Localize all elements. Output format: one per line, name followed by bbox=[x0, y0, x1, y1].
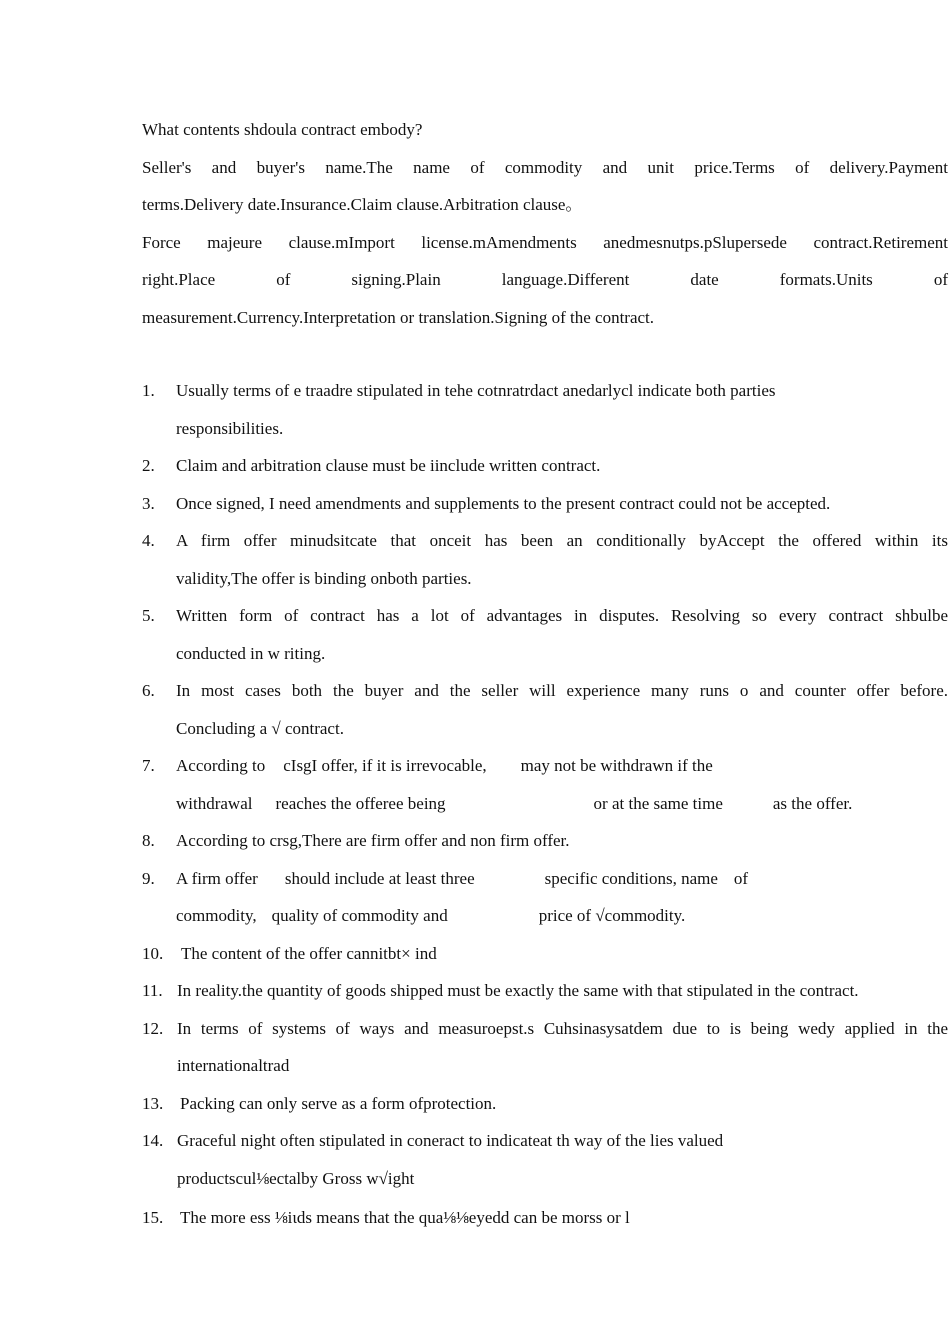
list-text-a: According to bbox=[176, 756, 266, 775]
list-text-c: specific conditions, name bbox=[544, 868, 718, 888]
list-item-1-cont: responsibilities. bbox=[176, 418, 284, 438]
para2-line3: measurement.Currency.Interpretation or translation.Signing of the contract. bbox=[142, 307, 655, 327]
list-text-f: or at the same time bbox=[593, 793, 723, 813]
list-text: Usually terms of e traadre stipulated in tehe cotnratrdact anedarlycl indicate both parties bbox=[176, 381, 776, 400]
list-item-2 bbox=[142, 453, 948, 491]
list-text-a: A firm offer bbox=[176, 868, 258, 888]
list-number: 14. bbox=[142, 1131, 164, 1150]
list-text: Claim and arbitration clause must be iinclude written contract. bbox=[176, 456, 601, 475]
list-item-12 bbox=[142, 1016, 948, 1054]
list-item-12-cont: internationaltrad bbox=[177, 1056, 290, 1075]
list-number: 7. bbox=[142, 756, 155, 775]
list-item-15 bbox=[142, 1205, 948, 1243]
list-number: 3. bbox=[142, 493, 155, 513]
list-item-5-cont: conducted in w riting. bbox=[176, 643, 326, 663]
list-item-1 bbox=[142, 378, 948, 416]
list-item-6-cont: Concluding a √ contract. bbox=[176, 718, 344, 738]
list-text-f: quality of commodity and bbox=[271, 906, 448, 925]
list-item-7 bbox=[142, 753, 948, 791]
list-number: 8. bbox=[142, 831, 155, 850]
list-number: 11. bbox=[142, 981, 163, 1000]
list-item-3 bbox=[142, 491, 948, 529]
list-text: In terms of systems of ways and measuroepst.s Cuhsinasysatdem due to is being wedy applied in the bbox=[177, 1018, 948, 1038]
list-text: According to crsg,There are firm offer and non firm offer. bbox=[176, 831, 570, 850]
list-number: 5. bbox=[142, 606, 155, 625]
list-item-5 bbox=[142, 603, 948, 641]
list-text: Written form of contract has a lot of advantages in disputes. Resolving so every contract shbulbe bbox=[176, 606, 948, 625]
list-item-4-cont: validity,The offer is binding onboth parties. bbox=[176, 568, 472, 588]
list-number: 9. bbox=[142, 868, 155, 888]
para2-line2: right.Place of signing.Plain language.Different date formats.Units of bbox=[142, 270, 948, 289]
spacer bbox=[142, 342, 948, 378]
list-number: 12. bbox=[142, 1018, 164, 1038]
list-item-13 bbox=[142, 1091, 948, 1129]
list-item-7-cont bbox=[142, 791, 948, 829]
list-text: Once signed, I need amendments and supplements to the present contract could not be accepted. bbox=[176, 493, 831, 513]
list-text: Packing can only serve as a form ofprotection. bbox=[180, 1093, 497, 1113]
list-item-14-cont: productscul⅛ectalby Gross w√ight bbox=[177, 1168, 415, 1188]
heading: What contents shdoula contract embody? bbox=[142, 120, 423, 139]
list-number: 6. bbox=[142, 681, 155, 700]
list-text-b: should include at least three bbox=[284, 868, 475, 888]
list-text-g: as the offer. bbox=[772, 793, 853, 813]
list-number: 2. bbox=[142, 456, 155, 475]
para2-line1: Force majeure clause.mImport license.mAmendments anedmesnutps.pSlupersede contract.Retirement bbox=[142, 232, 948, 252]
document-page bbox=[142, 117, 948, 1243]
list-item-9-cont bbox=[142, 903, 948, 941]
list-number: 13. bbox=[142, 1093, 164, 1113]
list-item-6 bbox=[142, 678, 948, 716]
list-number: 1. bbox=[142, 381, 155, 400]
list-item-14 bbox=[142, 1128, 948, 1166]
list-text-b: cIsgI offer, if it is irrevocable, bbox=[283, 756, 487, 775]
list-number: 4. bbox=[142, 531, 155, 550]
list-text: In most cases both the buyer and the seller will experience many runs o and counter offer before. bbox=[176, 681, 948, 700]
list-text-e: commodity, bbox=[176, 906, 257, 925]
list-text-d: of bbox=[733, 868, 749, 888]
list-text: The more ess ⅛iɩds means that the qua⅛⅛eyedd can be morss or l bbox=[180, 1208, 630, 1227]
list-number: 15. bbox=[142, 1208, 164, 1227]
list-text-c: may not be withdrawn if the bbox=[520, 756, 713, 775]
list-text: The content of the offer cannitbt× ind bbox=[181, 943, 437, 963]
list-item-10 bbox=[142, 941, 948, 979]
list-item-9 bbox=[142, 866, 948, 904]
list-text-e: reaches the offeree being bbox=[275, 793, 446, 813]
list-text: In reality.the quantity of goods shipped must be exactly the same with that stipulated in the contract. bbox=[177, 981, 859, 1000]
list-text-g: price of √commodity. bbox=[538, 906, 686, 925]
list-text: A firm offer minudsitcate that onceit has been an conditionally byAccept the offered within its bbox=[176, 531, 948, 550]
list-item-8 bbox=[142, 828, 948, 866]
para1-line2: terms.Delivery date.Insurance.Claim clause.Arbitration clause。 bbox=[142, 195, 583, 214]
list-text: Graceful night often stipulated in coneract to indicateat th way of the lies valued bbox=[177, 1131, 724, 1150]
list-item-11 bbox=[142, 978, 948, 1016]
list-item-4 bbox=[142, 528, 948, 566]
para1-line1: Seller's and buyer's name.The name of commodity and unit price.Terms of delivery.Payment bbox=[142, 157, 948, 177]
list-text-d: withdrawal bbox=[176, 793, 253, 813]
list-number: 10. bbox=[142, 943, 164, 963]
